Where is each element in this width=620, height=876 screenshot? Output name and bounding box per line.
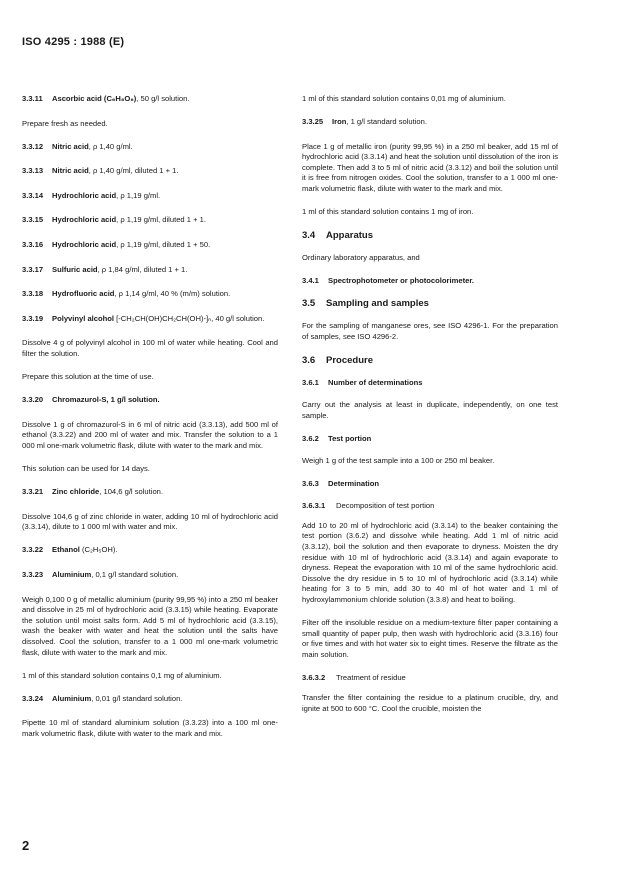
clause-3-3-13: 3.3.13 Nitric acid, ρ 1,40 g/ml, diluted 1 + 1.: [22, 166, 179, 176]
paragraph: Prepare this solution at the time of use.: [22, 372, 154, 382]
paragraph: Weigh 0,100 0 g of metallic aluminium (purity 99,95 %) into a 250 ml beaker and dissolve in 25 ml of hydrochloric acid (3.3.15) while heating. Evaporate the solution until moist salts form. Add 5 ml of hydrochloric acid (3.3.15), wash the beaker with water and heat the solution until the salts have dissolved. Cool the solution, transfer to a 1 000 ml one-mark volumetric flask, dilute with water to the mark and mix.: [22, 594, 278, 657]
paragraph: Dissolve 1 g of chromazurol-S in 6 ml of nitric acid (3.3.13), add 500 ml of ethanol (3.3.22) and 200 ml of water and mix. Transfer the solution to a 1 000 ml one-mark volumetric flask, dilute with water to the mark and mix.: [22, 419, 278, 450]
paragraph: 1 ml of this standard solution contains 1 mg of iron.: [302, 207, 474, 217]
paragraph: Carry out the analysis at least in duplicate, independently, on one test sample.: [302, 400, 558, 420]
clause-3-3-18: 3.3.18 Hydrofluoric acid, ρ 1,14 g/ml, 40 % (m/m) solution.: [22, 289, 231, 299]
paragraph: Pipette 10 ml of standard aluminium solution (3.3.23) into a 100 ml one-mark volumetric flask, dilute with water to the mark and mix.: [22, 718, 278, 738]
clause-3-3-22: 3.3.22 Ethanol (C₂H₅OH).: [22, 545, 118, 555]
clause-3-3-23: 3.3.23 Aluminium, 0,1 g/l standard solution.: [22, 570, 179, 580]
document-header: ISO 4295 : 1988 (E): [22, 36, 125, 48]
clause-3-3-21: 3.3.21 Zinc chloride, 104,6 g/l solution.: [22, 487, 164, 497]
paragraph: Weigh 1 g of the test sample into a 100 or 250 ml beaker.: [302, 455, 495, 465]
clause-3-3-17: 3.3.17 Sulfuric acid, ρ 1,84 g/ml, diluted 1 + 1.: [22, 264, 188, 274]
clause-3-3-14: 3.3.14 Hydrochloric acid, ρ 1,19 g/ml.: [22, 190, 161, 200]
clause-3-3-12: 3.3.12 Nitric acid, ρ 1,40 g/ml.: [22, 141, 133, 151]
clause-3-3-16: 3.3.16 Hydrochloric acid, ρ 1,19 g/ml, diluted 1 + 50.: [22, 240, 211, 250]
paragraph: 1 ml of this standard solution contains 0,1 mg of aluminium.: [22, 670, 222, 680]
clause-3-3-25: 3.3.25 Iron, 1 g/l standard solution.: [302, 117, 427, 127]
page-number: 2: [22, 838, 30, 853]
clause-3-3-24: 3.3.24 Aluminium, 0,01 g/l standard solution.: [22, 693, 183, 703]
subsubsection-heading-residue: 3.6.3.2 Treatment of residue: [302, 672, 406, 682]
paragraph: Dissolve 4 g of polyvinyl alcohol in 100 ml of water while heating. Cool and filter the solution.: [22, 338, 278, 359]
paragraph: Dissolve 104,6 g of zinc chloride in water, adding 10 ml of hydrochloric acid (3.3.14), dilute to 1 000 ml with water and mix.: [22, 511, 278, 532]
subsection-heading-determinations: 3.6.1 Number of determinations: [302, 378, 423, 388]
paragraph: Prepare fresh as needed.: [22, 118, 108, 128]
paragraph: Add 10 to 20 ml of hydrochloric acid (3.3.14) to the beaker containing the test portion (3.6.2) and dissolve while heating. Add 1 ml of nitric acid (3.3.12), boil the solution and then evaporate to dryness. Moisten the dry residue with 10 ml of hydrochloric acid (3.3.14) and again evaporate to dryness. Repeat the evaporation with 10 ml of the same hydrochloric acid. Dissolve the dry residue in 5 to 10 ml of hydrochloric acid (3.3.14) while heating for 3 to 5 min, add 30 to 40 ml of hot water and 1 ml of hydroxylammonium chloride solution (3.3.8) and heat to boiling.: [302, 520, 558, 604]
subsubsection-heading-decomposition: 3.6.3.1 Decomposition of test portion: [302, 500, 435, 510]
subsection-heading-spectrophotometer: 3.4.1 Spectrophotometer or photocolorimeter.: [302, 276, 474, 286]
clause-3-3-20: 3.3.20 Chromazurol-S, 1 g/l solution.: [22, 395, 160, 405]
paragraph: 1 ml of this standard solution contains 0,01 mg of aluminium.: [302, 94, 506, 103]
section-heading-apparatus: 3.4 Apparatus: [302, 230, 373, 242]
paragraph: Filter off the insoluble residue on a medium-texture filter paper containing a small quantity of paper pulp, then wash with hydrochloric acid (3.3.16) four or five times and with hot water six to eight times. Reserve the filtrate as the main solution.: [302, 618, 558, 659]
paragraph: For the sampling of manganese ores, see ISO 4296-1. For the preparation of samples, see ISO 4296-2.: [302, 321, 558, 341]
clause-3-3-15: 3.3.15 Hydrochloric acid, ρ 1,19 g/ml, diluted 1 + 1.: [22, 215, 206, 225]
paragraph: Transfer the filter containing the residue to a platinum crucible, dry, and ignite at 500 to 600 °C. Cool the crucible, moisten the: [302, 692, 558, 713]
paragraph: Ordinary laboratory apparatus, and: [302, 253, 420, 263]
section-heading-sampling: 3.5 Sampling and samples: [302, 298, 429, 310]
clause-3-3-19: 3.3.19 Polyvinyl alcohol [-CH₂CH(OH)CH₂CH(OH)-]ₙ, 40 g/l solution.: [22, 313, 265, 323]
right-column: [302, 94, 558, 727]
clause-3-3-11: 3.3.11 Ascorbic acid (C₆H₈O₆), 50 g/l solution.: [22, 94, 190, 103]
paragraph: This solution can be used for 14 days.: [22, 464, 150, 474]
subsection-heading-determination: 3.6.3 Determination: [302, 478, 380, 488]
left-column: [22, 94, 278, 752]
subsection-heading-test-portion: 3.6.2 Test portion: [302, 433, 372, 443]
section-heading-procedure: 3.6 Procedure: [302, 355, 373, 367]
paragraph: Place 1 g of metallic iron (purity 99,95 %) in a 250 ml beaker, add 15 ml of hydrochloric acid (3.3.14) and heat the solution until dissolution of the iron is complete. Then add 3 to 5 ml of nitric acid (3.3.12) and boil the solution until it is free from nitrogen oxides. Cool the solution, transfer to a 1 000 ml one-mark volumetric flask, dilute with water to the mark and mix.: [302, 141, 558, 194]
